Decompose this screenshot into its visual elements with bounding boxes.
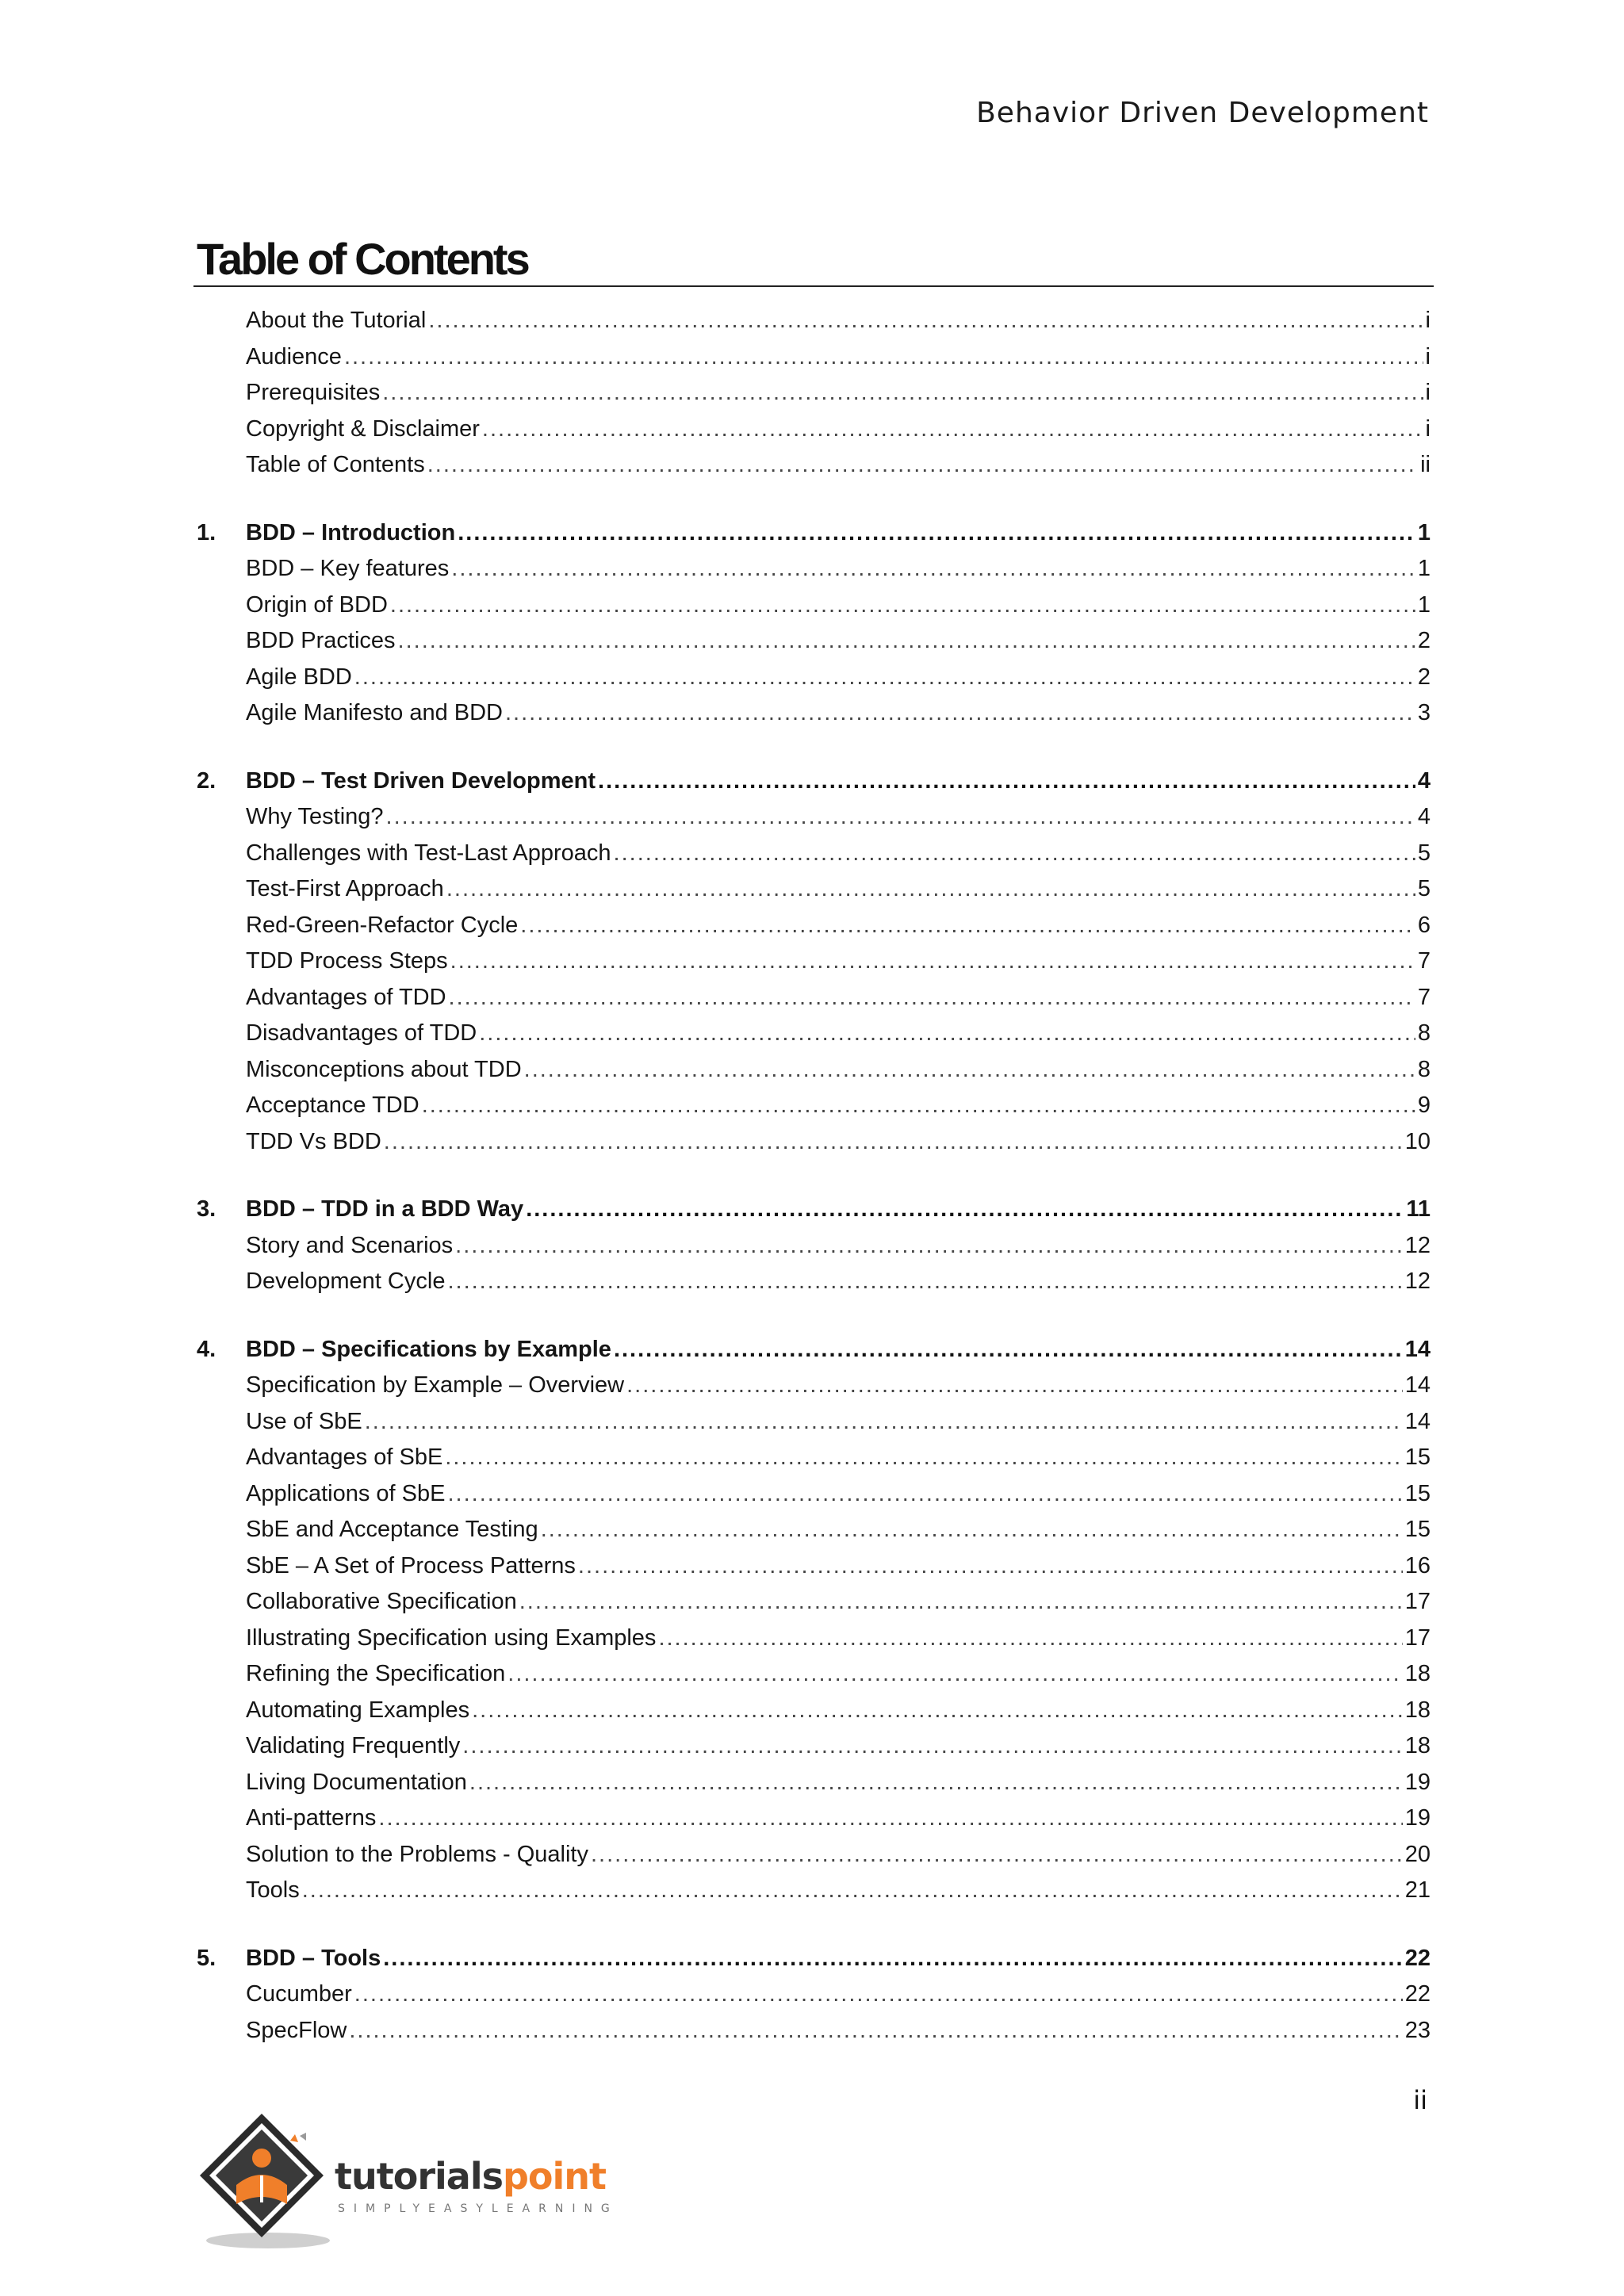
toc-entry-row[interactable] (197, 1728, 1431, 1765)
toc-entry-label: Living Documentation (246, 1769, 467, 1795)
toc-entry-row[interactable] (197, 836, 1431, 872)
toc-entry-label: SpecFlow (246, 2017, 347, 2043)
toc-entry-label: Solution to the Problems - Quality (246, 1841, 588, 1867)
dot-leader (614, 1332, 1403, 1368)
toc-chapter-row[interactable] (197, 1941, 1431, 1977)
toc-entry-row[interactable] (197, 551, 1431, 587)
toc-entry-label: Anti-patterns (246, 1805, 377, 1831)
toc-entry-page-number: 12 (1404, 1232, 1431, 1258)
toc-chapter-row[interactable] (197, 515, 1431, 552)
chapter-title: BDD – TDD in a BDD Way (246, 1196, 524, 1222)
page-title: Table of Contents (197, 234, 528, 284)
toc-chapter-row[interactable] (197, 1192, 1431, 1228)
toc-chapter-row[interactable] (197, 763, 1431, 800)
chapter-title: BDD – Tools (246, 1945, 381, 1971)
toc-entry-page-number: 12 (1404, 1269, 1431, 1294)
toc-entry-page-number: 10 (1404, 1128, 1431, 1154)
toc-entry-page-number: 8 (1417, 1056, 1431, 1082)
toc-entry-page-number: 7 (1417, 984, 1431, 1010)
dot-leader (354, 660, 1415, 696)
toc-entry-label: Audience (246, 343, 342, 369)
toc-entry-row[interactable] (197, 1693, 1431, 1729)
dot-leader (446, 871, 1415, 908)
toc-entry-label: TDD Process Steps (246, 948, 448, 974)
toc-entry-page-number: 1 (1417, 591, 1431, 618)
toc-entry-label: Disadvantages of TDD (246, 1020, 477, 1046)
toc-entry-row[interactable] (197, 587, 1431, 624)
dot-leader (428, 303, 1423, 339)
dot-leader (386, 799, 1415, 836)
toc-entry-page-number: 14 (1404, 1408, 1431, 1434)
page-number: ii (1413, 2085, 1427, 2115)
toc-entry-label: About the Tutorial (246, 308, 427, 333)
toc-group (197, 303, 1431, 484)
toc-entry-label: Advantages of TDD (246, 984, 446, 1010)
chapter-page-number: 14 (1404, 1336, 1431, 1362)
toc-entry-page-number: 17 (1404, 1589, 1431, 1614)
toc-entry-page-number: 4 (1417, 804, 1431, 829)
dot-leader (365, 1404, 1403, 1441)
dot-leader (451, 551, 1415, 587)
toc-entry-row[interactable] (197, 1264, 1431, 1300)
toc-entry-label: Misconceptions about TDD (246, 1056, 522, 1082)
toc-entry-label: TDD Vs BDD (246, 1128, 381, 1154)
toc-entry-page-number: i (1425, 308, 1431, 333)
toc-entry-page-number: 2 (1417, 664, 1431, 690)
toc-entry-row[interactable] (197, 1228, 1431, 1265)
toc-entry-page-number: 6 (1417, 912, 1431, 938)
toc-entry-page-number: 19 (1404, 1769, 1431, 1795)
dot-leader (598, 763, 1415, 800)
chapter-number: 3. (197, 1196, 216, 1222)
dot-leader (524, 1052, 1415, 1089)
table-of-contents (197, 303, 1431, 2049)
toc-entry-page-number: i (1425, 380, 1431, 405)
chapter-number: 2. (197, 767, 216, 794)
logo-wordmark-accent: point (502, 2155, 607, 2198)
toc-entry-page-number: 3 (1417, 700, 1431, 725)
toc-entry-row[interactable] (197, 1873, 1431, 1909)
toc-entry-label: Validating Frequently (246, 1733, 461, 1758)
toc-entry-row[interactable] (197, 303, 1431, 339)
toc-entry-label: Development Cycle (246, 1269, 446, 1294)
toc-entry-row[interactable] (197, 1837, 1431, 1873)
dot-leader (344, 339, 1423, 376)
toc-entry-label: Advantages of SbE (246, 1445, 443, 1470)
toc-group (197, 1192, 1431, 1300)
toc-entry-page-number: i (1425, 415, 1431, 442)
toc-entry-row[interactable] (197, 1800, 1431, 1837)
toc-entry-label: Tools (246, 1877, 300, 1903)
toc-entry-row[interactable] (197, 1512, 1431, 1548)
toc-entry-page-number: i (1425, 343, 1431, 369)
toc-entry-page-number: 23 (1404, 2017, 1431, 2043)
dot-leader (578, 1548, 1403, 1585)
toc-entry-page-number: ii (1420, 452, 1431, 477)
toc-entry-page-number: 16 (1404, 1552, 1431, 1578)
dot-leader (505, 695, 1415, 732)
toc-entry-row[interactable] (197, 871, 1431, 908)
toc-chapter-row[interactable] (197, 1332, 1431, 1368)
toc-entry-row[interactable] (197, 943, 1431, 980)
chapter-number: 1. (197, 519, 216, 545)
dot-leader (447, 1476, 1402, 1513)
chapter-page-number: 4 (1417, 767, 1431, 794)
dot-leader (302, 1873, 1403, 1909)
toc-entry-label: BDD Practices (246, 628, 396, 653)
chapter-number: 4. (197, 1336, 216, 1362)
dot-leader (450, 943, 1415, 980)
toc-entry-row[interactable] (197, 1440, 1431, 1476)
dot-leader (398, 623, 1415, 660)
toc-group (197, 1332, 1431, 1909)
toc-entry-row[interactable] (197, 2013, 1431, 2049)
dot-leader (458, 515, 1415, 552)
dot-leader (422, 1088, 1415, 1124)
dot-leader (541, 1512, 1403, 1548)
toc-entry-row[interactable] (197, 1548, 1431, 1585)
title-divider (193, 285, 1434, 287)
dot-leader (479, 1016, 1415, 1052)
dot-leader (447, 1264, 1402, 1300)
toc-entry-label: Red-Green-Refactor Cycle (246, 912, 519, 938)
toc-entry-row[interactable] (197, 980, 1431, 1016)
toc-entry-label: Story and Scenarios (246, 1232, 454, 1258)
toc-entry-label: Copyright & Disclaimer (246, 415, 480, 442)
toc-entry-page-number: 5 (1417, 840, 1431, 866)
dot-leader (383, 1941, 1402, 1977)
dot-leader (349, 2013, 1402, 2049)
dot-leader (519, 1584, 1403, 1621)
dot-leader (591, 1837, 1403, 1873)
dot-leader (390, 587, 1415, 624)
toc-entry-page-number: 14 (1404, 1372, 1431, 1398)
toc-entry-row[interactable] (197, 1621, 1431, 1657)
chapter-page-number: 11 (1406, 1196, 1431, 1222)
toc-entry-label: Collaborative Specification (246, 1589, 517, 1614)
dot-leader (455, 1228, 1403, 1265)
toc-entry-row[interactable] (197, 411, 1431, 448)
toc-entry-row[interactable] (197, 1088, 1431, 1124)
dot-leader (626, 1368, 1403, 1404)
toc-entry-label: Challenges with Test-Last Approach (246, 840, 611, 866)
toc-entry-label: Why Testing? (246, 804, 384, 829)
dot-leader (354, 1976, 1403, 2013)
chapter-number: 5. (197, 1945, 216, 1971)
toc-entry-label: SbE and Acceptance Testing (246, 1517, 538, 1542)
toc-entry-page-number: 15 (1404, 1480, 1431, 1506)
toc-entry-page-number: 7 (1417, 948, 1431, 974)
dot-leader (508, 1656, 1402, 1693)
chapter-page-number: 22 (1404, 1945, 1431, 1971)
logo-tagline: SIMPLYEASYLEARNING (338, 2202, 619, 2215)
toc-entry-row[interactable] (197, 695, 1431, 732)
running-header: Behavior Driven Development (976, 97, 1429, 129)
toc-group (197, 763, 1431, 1161)
dot-leader (482, 411, 1423, 448)
toc-entry-row[interactable] (197, 1765, 1431, 1801)
dot-leader (469, 1765, 1403, 1801)
dot-leader (462, 1728, 1402, 1765)
toc-entry-row[interactable] (197, 339, 1431, 376)
dot-leader (658, 1621, 1402, 1657)
toc-entry-label: Illustrating Specification using Examples (246, 1624, 657, 1651)
tutorialspoint-logo (195, 2109, 671, 2252)
dot-leader (382, 375, 1423, 411)
logo-wordmark-dark: tutorials (335, 2155, 503, 2198)
dot-leader (614, 836, 1415, 872)
toc-entry-label: Prerequisites (246, 380, 381, 405)
toc-entry-page-number: 8 (1417, 1020, 1431, 1046)
dot-leader (449, 980, 1415, 1016)
toc-entry-label: Cucumber (246, 1981, 352, 2007)
toc-entry-row[interactable] (197, 660, 1431, 696)
toc-entry-row[interactable] (197, 1476, 1431, 1513)
toc-entry-page-number: 18 (1404, 1661, 1431, 1686)
dot-leader (526, 1192, 1404, 1228)
toc-entry-label: Applications of SbE (246, 1480, 446, 1506)
toc-entry-label: Specification by Example – Overview (246, 1372, 625, 1398)
toc-entry-page-number: 19 (1404, 1805, 1431, 1831)
toc-entry-row[interactable] (197, 1368, 1431, 1404)
toc-entry-label: Agile BDD (246, 664, 352, 690)
toc-entry-row[interactable] (197, 908, 1431, 944)
toc-entry-page-number: 18 (1404, 1733, 1431, 1758)
toc-entry-page-number: 22 (1404, 1981, 1431, 2007)
toc-entry-page-number: 5 (1417, 876, 1431, 901)
toc-entry-label: Automating Examples (246, 1697, 470, 1723)
toc-entry-page-number: 21 (1404, 1877, 1431, 1903)
toc-entry-label: Test-First Approach (246, 876, 444, 901)
dot-leader (472, 1693, 1403, 1729)
chapter-title: BDD – Test Driven Development (246, 767, 596, 794)
toc-entry-label: Table of Contents (246, 452, 425, 477)
toc-entry-label: Use of SbE (246, 1408, 362, 1434)
toc-entry-row[interactable] (197, 1124, 1431, 1161)
logo-wordmark (335, 2155, 606, 2198)
chapter-title: BDD – Introduction (246, 519, 456, 545)
toc-entry-row[interactable] (197, 375, 1431, 411)
dot-leader (378, 1800, 1402, 1837)
toc-entry-row[interactable] (197, 1052, 1431, 1089)
toc-entry-label: SbE – A Set of Process Patterns (246, 1552, 576, 1578)
toc-entry-page-number: 18 (1404, 1697, 1431, 1723)
toc-entry-label: BDD – Key features (246, 556, 450, 581)
toc-entry-page-number: 15 (1404, 1445, 1431, 1470)
toc-entry-page-number: 20 (1404, 1841, 1431, 1867)
toc-entry-row[interactable] (197, 1016, 1431, 1052)
toc-entry-label: Refining the Specification (246, 1661, 506, 1686)
toc-entry-page-number: 15 (1404, 1517, 1431, 1542)
toc-entry-page-number: 17 (1404, 1624, 1431, 1651)
dot-leader (427, 447, 1418, 484)
toc-entry-label: Origin of BDD (246, 591, 388, 618)
toc-entry-row[interactable] (197, 1656, 1431, 1693)
toc-entry-row[interactable] (197, 1584, 1431, 1621)
toc-entry-label: Acceptance TDD (246, 1093, 419, 1118)
dot-leader (520, 908, 1415, 944)
toc-entry-row[interactable] (197, 1404, 1431, 1441)
toc-entry-row[interactable] (197, 623, 1431, 660)
toc-entry-row[interactable] (197, 447, 1431, 484)
toc-entry-label: Agile Manifesto and BDD (246, 700, 503, 725)
dot-leader (384, 1124, 1403, 1161)
toc-entry-page-number: 2 (1417, 628, 1431, 653)
toc-entry-row[interactable] (197, 799, 1431, 836)
toc-entry-row[interactable] (197, 1976, 1431, 2013)
chapter-page-number: 1 (1417, 519, 1431, 545)
dot-leader (445, 1440, 1402, 1476)
toc-group (197, 515, 1431, 732)
toc-entry-page-number: 9 (1417, 1093, 1431, 1118)
toc-group (197, 1941, 1431, 2049)
toc-entry-page-number: 1 (1417, 556, 1431, 581)
chapter-title: BDD – Specifications by Example (246, 1336, 611, 1362)
